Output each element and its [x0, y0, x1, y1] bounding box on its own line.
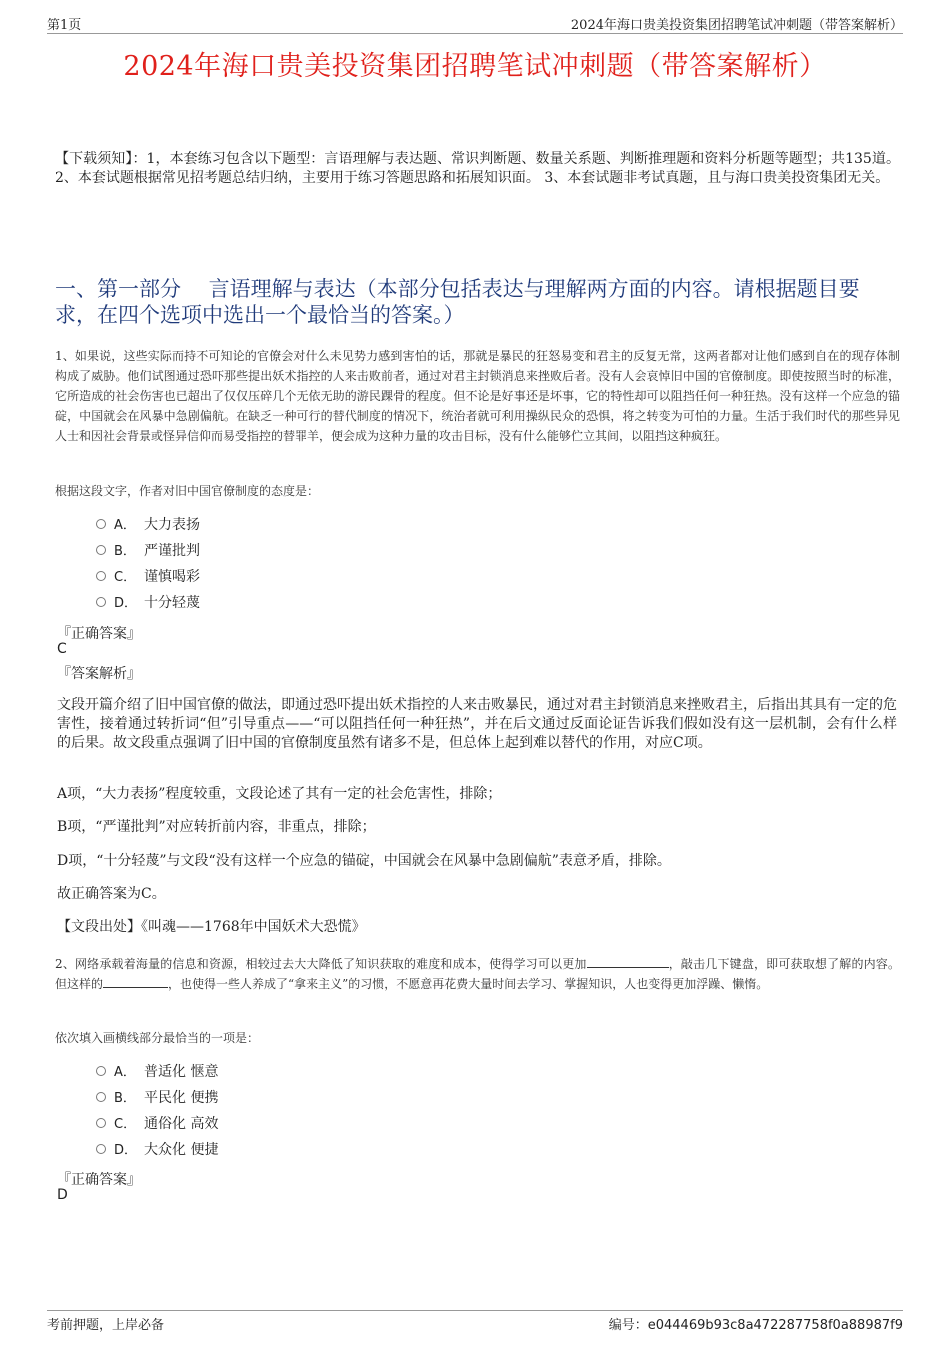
download-notice: 【下载须知】：1，本套练习包含以下题型：言语理解与表达题、常识判断题、数量关系题、判断推理题和资料分析题等题型；共135道。 2、本套试题根据常见招考题总结归纳，主要用于练习答题思路和拓展知识面。 3、本套试题非考试真题，且与海口贵美投资集团无关。 [55, 151, 900, 186]
header-doc-title: 2024年海口贵美投资集团招聘笔试冲刺题（带答案解析） [570, 18, 903, 33]
radio-icon[interactable] [96, 1066, 106, 1076]
q2-answer: D [57, 1187, 68, 1203]
radio-icon[interactable] [96, 571, 106, 581]
q1-stem: 根据这段文字，作者对旧中国官僚制度的态度是： [55, 484, 320, 498]
q1-option-d[interactable]: D． 十分轻蔑 [96, 592, 200, 614]
footer-code: 编号：e044469b93c8a472287758f0a88987f9 [608, 1318, 903, 1333]
q2-option-c[interactable]: C． 通俗化 高效 [96, 1113, 218, 1135]
q1-conclusion: 故正确答案为C。 [57, 886, 166, 902]
q1-option-c[interactable]: C． 谨慎喝彩 [96, 566, 200, 588]
header-page-label: 第1页 [47, 18, 82, 33]
radio-icon[interactable] [96, 597, 106, 607]
q1-explain-d: D项，“十分轻蔑”与文段“没有这样一个应急的锚碇，中国就会在风暴中急剧偏航”表意矛盾，排除。 [57, 853, 671, 869]
q2-option-b[interactable]: B． 平民化 便携 [96, 1087, 218, 1109]
footer-slogan: 考前押题，上岸必备 [47, 1318, 165, 1333]
radio-icon[interactable] [96, 1118, 106, 1128]
section-title: 一、第一部分 言语理解与表达（本部分包括表达与理解两方面的内容。请根据题目要求，在四个选项中选出一个最恰当的答案。） [55, 277, 860, 327]
q1-option-a[interactable]: A． 大力表扬 [96, 514, 200, 536]
q1-option-b[interactable]: B． 严谨批判 [96, 540, 200, 562]
q1-passage: 1、如果说，这些实际而持不可知论的官僚会对什么未见势力感到害怕的话，那就是暴民的狂怒易变和君主的反复无常，这两者都对让他们感到自在的现存体制构成了威胁。他们试图通过恐吓那些提出妖术指控的人来击败前者，通过对君主封锁消息来挫败后者。没有人会哀悼旧中国的官僚制度。即使按照当时的标准，它所造成的社会伤害也已超出了仅仅压碎几个无依无助的游民踝骨的程度。但不论是好事还是坏事，它的特性却可以阻挡任何一种狂热。没有这样一个应急的锚碇，中国就会在风暴中急剧偏航。在缺乏一种可行的替代制度的情况下，统治者就可利用操纵民众的恐惧，将之转变为可怕的力量。生活于我们时代的那些异见人士和因社会背景或怪异信仰而易受指控的替罪羊，便会成为这种力量的攻击目标，没有什么能够伫立其间，以阻挡这种疯狂。 [55, 349, 900, 443]
q2-blank-2 [103, 975, 168, 988]
q1-answer: C [57, 641, 67, 657]
radio-icon[interactable] [96, 545, 106, 555]
q1-answer-label: 『正确答案』 [57, 626, 141, 642]
page-title: 2024年海口贵美投资集团招聘笔试冲刺题（带答案解析） [123, 51, 827, 82]
q2-blank-1 [587, 955, 669, 968]
radio-icon[interactable] [96, 1092, 106, 1102]
header-divider [47, 33, 903, 34]
q2-option-d[interactable]: D． 大众化 便捷 [96, 1139, 218, 1161]
q1-source: 【文段出处】《叫魂——1768年中国妖术大恐慌》 [57, 919, 366, 935]
q2-answer-label: 『正确答案』 [57, 1172, 141, 1188]
q2-option-a[interactable]: A． 普适化 惬意 [96, 1061, 218, 1083]
q2-stem: 依次填入画横线部分最恰当的一项是： [55, 1031, 260, 1045]
radio-icon[interactable] [96, 519, 106, 529]
q1-explain-a: A项，“大力表扬”程度较重，文段论述了其有一定的社会危害性，排除； [57, 786, 502, 802]
footer-divider [47, 1310, 903, 1311]
q1-analysis: 文段开篇介绍了旧中国官僚的做法，即通过恐吓提出妖术指控的人来击败暴民，通过对君主封锁消息来挫败君主，后指出其具有一定的危害性，接着通过转折词“但”引导重点——“可以阻挡任何一种狂热”，并在后文通过反面论证告诉我们假如没有这一层机制，会有什么样的后果。故文段重点强调了旧中国的官僚制度虽然有诸多不是，但总体上起到难以替代的作用，对应C项。 [57, 697, 897, 751]
q1-analysis-label: 『答案解析』 [57, 666, 141, 682]
q2-passage: 2、网络承载着海量的信息和资源，相较过去大大降低了知识获取的难度和成本，使得学习可以更加 ，敲击几下键盘，即可获取想了解的内容。但这样的 ，也使得一些人养成了“拿来主义”的习惯，不愿意再花费大量时间去学习、掌握知识，人也变得更加浮躁、懒惰。 [55, 957, 900, 991]
q1-explain-b: B项，“严谨批判”对应转折前内容，非重点，排除； [57, 819, 376, 835]
radio-icon[interactable] [96, 1144, 106, 1154]
